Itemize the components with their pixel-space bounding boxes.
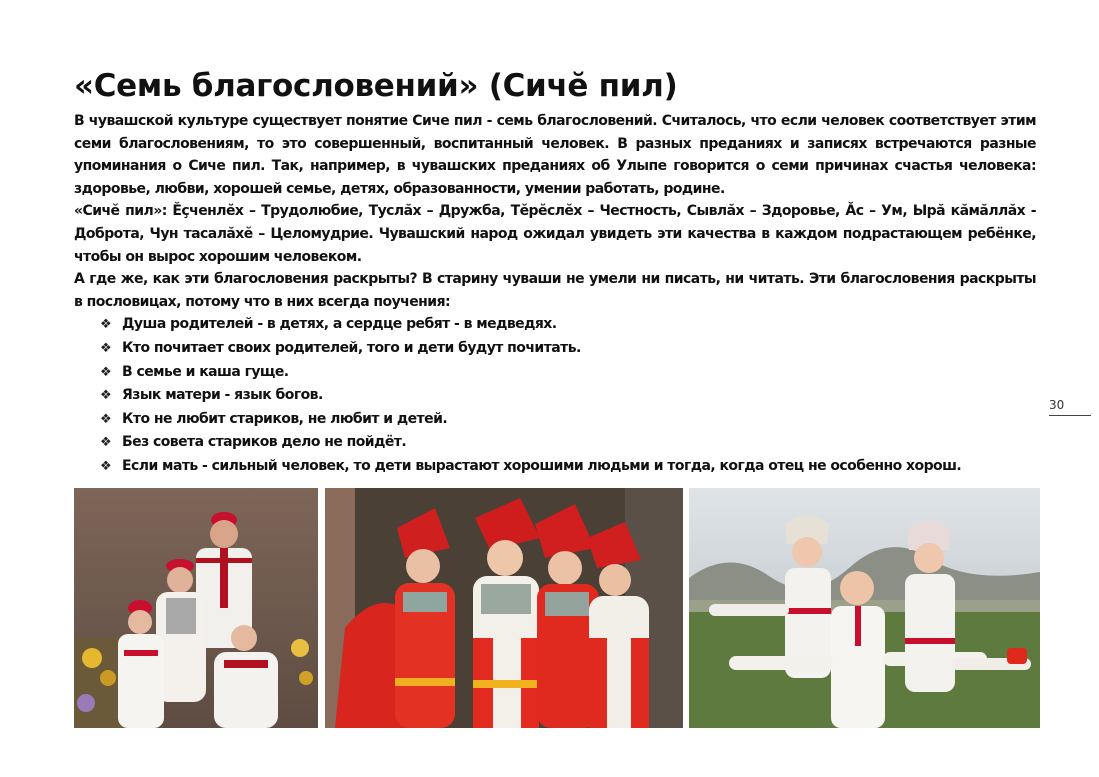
bullet-icon: ❖: [100, 388, 112, 404]
virtues-paragraph: «Сичĕ пил»: Ĕçченлĕх – Трудолюбие, Туслăх – Дружба, Тĕрĕслĕх – Честность, Сывлăх – Здоровье, Ăс – Ум, Ырă кăмăллăх - Доброта, Чун тасалăхĕ – Целомудрие. Чувашский народ ожидал увидеть эти качества в каждом подрастающем ребёнке, чтобы он вырос хорошим человеком.: [74, 203, 1036, 265]
body-text: [74, 110, 1036, 479]
proverb-text: Душа родителей - в детях, а сердце ребят - в медведях.: [122, 316, 557, 333]
proverb-text: Язык матери - язык богов.: [122, 387, 323, 404]
list-item: [100, 408, 1036, 432]
family-photo: [74, 488, 318, 728]
bullet-icon: ❖: [100, 364, 112, 380]
page-title: «Семь благословений» (Сичĕ пил): [74, 68, 678, 104]
women-costumes-photo: [325, 488, 683, 728]
bullet-icon: ❖: [100, 317, 112, 333]
intro-paragraph: В чувашской культуре существует понятие Сиче пил - семь благословений. Считалось, что если человек соответствует этим семи благословениям, то это совершенный, воспитанный человек. В разных преданиях и записях встречаются разные упоминания о Сиче пил. Так, например, в чувашских преданиях об Улыпе говорится о семи причинах счастья человека: здоровье, любви, хорошей семье, детях, образованности, умении работать, родине.: [74, 113, 1036, 197]
bullet-icon: ❖: [100, 458, 112, 474]
bullet-icon: ❖: [100, 411, 112, 427]
page-number: 30: [1049, 398, 1091, 416]
list-item: [100, 337, 1036, 361]
bullet-icon: ❖: [100, 340, 112, 356]
list-item: [100, 455, 1036, 479]
proverb-text: В семье и каша гуще.: [122, 363, 289, 380]
proverb-text: Без совета стариков дело не пойдёт.: [122, 434, 407, 451]
list-item: [100, 384, 1036, 408]
proverb-list: [74, 313, 1036, 478]
children-photo: [689, 488, 1040, 728]
list-item: [100, 431, 1036, 455]
proverb-text: Если мать - сильный человек, то дети вырастают хорошими людьми и тогда, когда отец не особенно хорош.: [122, 457, 962, 474]
bullet-icon: ❖: [100, 435, 112, 451]
proverb-text: Кто не любит стариков, не любит и детей.: [122, 410, 448, 427]
proverbs-intro-paragraph: А где же, как эти благословения раскрыты? В старину чуваши не умели ни писать, ни читать. Эти благословения раскрыты в пословицах, потому что в них всегда поучения:: [74, 271, 1036, 310]
proverb-text: Кто почитает своих родителей, того и дети будут почитать.: [122, 339, 581, 356]
list-item: [100, 361, 1036, 385]
list-item: [100, 313, 1036, 337]
